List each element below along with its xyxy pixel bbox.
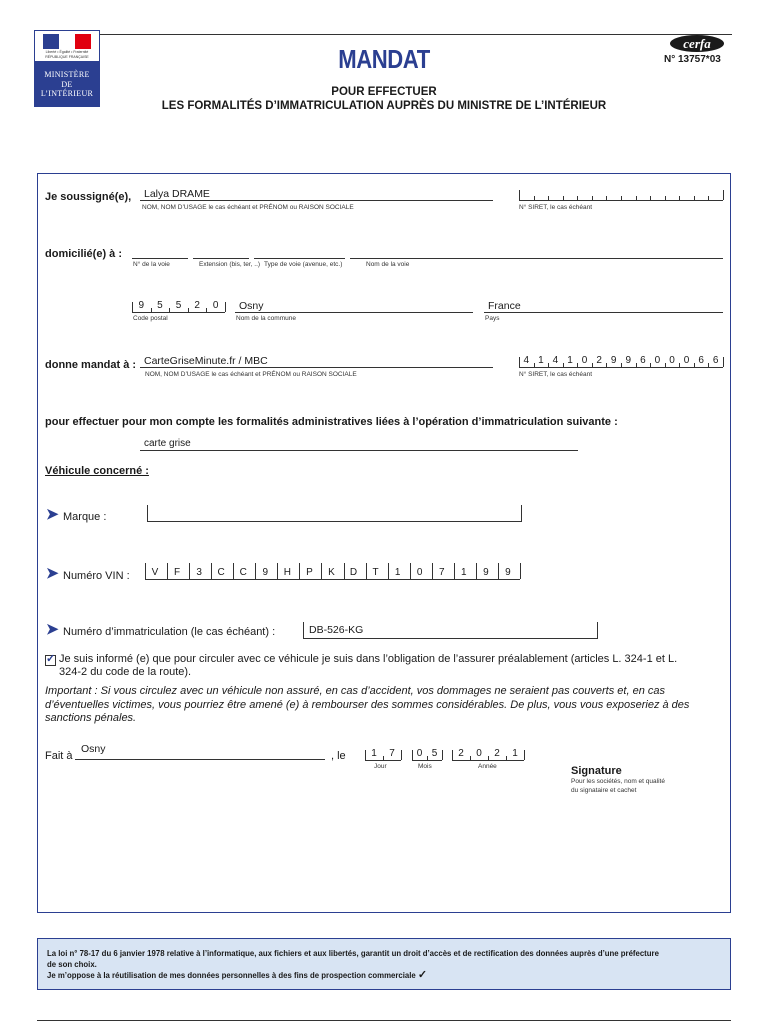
vin-char: T (372, 567, 379, 578)
cap-commune: Nom de la commune (236, 315, 296, 322)
field-tick (621, 196, 622, 200)
signature-note-2: du signataire et cachet (571, 787, 637, 794)
soussigne-label: Je soussigné(e), (45, 191, 132, 203)
pays-value: France (488, 300, 521, 312)
signature-label: Signature (571, 765, 622, 777)
subtitle-2: LES FORMALITÉS D’IMMATRICULATION AUPRÈS DU MINISTRE DE L’INTÉRIEUR (161, 100, 607, 112)
soussigne-name-caption: NOM, NOM D’USAGE le cas échéant et PRÉNOM ou RAISON SOCIALE (142, 204, 354, 211)
vin-char: 9 (483, 567, 489, 578)
cap-street-number: N° de la voie (133, 261, 170, 268)
field-char: 0 (683, 355, 690, 366)
field-char: 6 (712, 355, 719, 366)
notice-text (47, 948, 719, 981)
vin-tick (454, 563, 455, 579)
day-field[interactable] (365, 750, 401, 761)
pays-field[interactable] (484, 300, 723, 313)
important-text (45, 685, 730, 726)
ministry-name: MINISTÈRE DE L’INTÉRIEUR (40, 70, 94, 99)
footer-rule (37, 1020, 731, 1021)
soussigne-name-value: Lalya DRAME (144, 188, 210, 200)
field-tick (169, 308, 170, 312)
domicile-label: domicilié(e) à : (45, 248, 123, 260)
header-rule (100, 34, 732, 35)
vehicule-heading: Véhicule concerné : (45, 465, 149, 477)
field-tick (383, 756, 384, 760)
marque-field[interactable] (147, 505, 522, 522)
field-char: 5 (175, 300, 182, 311)
field-tick (206, 308, 207, 312)
field-char: 7 (389, 748, 395, 759)
assurance-line-1: Je suis informé (e) que pour circuler avec ce véhicule je suis dans l’obligation de l’assurer préalablement (articles L. 324-1 et L. (59, 653, 678, 665)
immat-value: DB-526-KG (309, 624, 364, 636)
cap-annee: Année (478, 763, 497, 770)
field-char: 0 (476, 748, 482, 759)
vin-char: F (173, 567, 181, 578)
cap-pays: Pays (485, 315, 500, 322)
important-line-1: Important : Si vous circulez avec un véhicule non assuré, en cas d’accident, vos dommages ne seraient pas couverts et, en cas (45, 685, 665, 697)
field-char: 2 (494, 748, 500, 759)
vin-tick (520, 563, 521, 579)
fait-value: Osny (81, 743, 106, 755)
field-char: 4 (552, 355, 559, 366)
field-char: 2 (596, 355, 602, 366)
cap-street-type: Type de voie (avenue, etc.) (264, 261, 343, 268)
mandataire-siret-field[interactable] (519, 357, 723, 368)
vin-field[interactable] (145, 563, 520, 580)
vin-char: K (328, 567, 335, 578)
vin-char: C (239, 567, 247, 578)
field-tick (365, 750, 366, 760)
street-extension-field[interactable] (193, 246, 249, 259)
cerfa-number: N° 13757*03 (664, 54, 721, 65)
vin-char: D (349, 567, 358, 578)
vin-char: 3 (196, 567, 202, 578)
check-icon: ✓ (46, 653, 56, 665)
mandat-label: donne mandat à : (45, 359, 137, 371)
subtitle-1: POUR EFFECTUER (331, 86, 437, 98)
field-char: 9 (610, 355, 617, 366)
chevron-right-icon: ➤ (46, 621, 59, 638)
notice-optout (47, 970, 719, 981)
important-line-2: d’éventuelles victimes, vous pourriez être amené (e) à rembourser des sommes considérables. De plus, vous vous exposeriez à des (45, 698, 690, 711)
operation-label: pour effectuer pour mon compte les formalités administratives liées à l’opération d’immatriculation suivante : (45, 416, 618, 428)
cnil-notice (37, 938, 731, 990)
vin-char: C (217, 567, 225, 578)
field-tick (534, 196, 535, 200)
vin-char: 9 (505, 567, 511, 578)
field-tick (470, 756, 471, 760)
optout-check-icon[interactable]: ✓ (417, 969, 428, 981)
vin-tick (432, 563, 433, 579)
marque-label: Marque : (63, 511, 107, 523)
field-tick (401, 750, 402, 760)
vin-tick (366, 563, 367, 579)
vin-char: P (306, 567, 313, 578)
mandataire-name-value: CarteGriseMinute.fr / MBC (144, 355, 268, 367)
vin-label: Numéro VIN : (63, 570, 130, 582)
field-char: 6 (698, 355, 704, 366)
assurance-text (59, 652, 724, 666)
vin-char: 0 (416, 567, 423, 578)
vin-tick (189, 563, 190, 579)
field-char: 0 (669, 355, 675, 366)
field-char: 0 (581, 355, 588, 366)
immat-field[interactable] (303, 622, 598, 639)
immat-label: Numéro d’immatriculation (le cas échéant) : (63, 626, 276, 638)
cap-postal: Code postal (133, 315, 168, 322)
cap-street-extension: Extension (bis, ter, ..) (199, 261, 261, 268)
field-tick (519, 190, 520, 200)
important-line-3: sanctions pénales. (45, 712, 137, 724)
vin-char: 1 (394, 567, 401, 578)
mandataire-siret-caption: N° SIRET, le cas échéant (519, 371, 593, 378)
cap-mois: Mois (418, 763, 432, 770)
soussigne-siret-caption: N° SIRET, le cas échéant (519, 204, 593, 211)
assurance-line-2: 324-2 du code de la route). (59, 666, 192, 678)
form-box (37, 173, 731, 913)
field-char: 6 (640, 355, 646, 366)
vin-tick (321, 563, 322, 579)
cap-jour: Jour (374, 763, 387, 770)
year-field[interactable] (452, 750, 524, 761)
field-tick (650, 196, 651, 200)
fait-label: Fait à (45, 750, 73, 762)
field-tick (665, 196, 666, 200)
form-title: MANDAT (338, 44, 430, 74)
street-number-field[interactable] (132, 246, 188, 259)
vin-char: H (283, 567, 291, 578)
field-tick (225, 302, 226, 312)
field-char: 5 (157, 300, 163, 311)
signature-note-1: Pour les sociétés, nom et qualité (571, 778, 665, 785)
commune-field[interactable] (235, 300, 473, 313)
vin-char: 1 (461, 567, 467, 578)
field-tick (488, 756, 489, 760)
field-tick (188, 308, 189, 312)
operation-field[interactable] (140, 438, 578, 451)
field-char: 9 (625, 355, 632, 366)
vin-tick (388, 563, 389, 579)
field-tick (679, 196, 680, 200)
mandataire-name-field[interactable] (140, 355, 493, 368)
vin-char: 7 (438, 567, 445, 578)
le-label: , le (331, 750, 346, 762)
assurance-checkbox[interactable] (45, 655, 56, 666)
vin-tick (233, 563, 234, 579)
vin-tick (476, 563, 477, 579)
street-type-field[interactable] (254, 246, 345, 259)
notice-line-3: Je m’oppose à la réutilisation de mes données personnelles à des fins de prospection commerciale (47, 971, 416, 980)
commune-value: Osny (239, 300, 264, 312)
field-char: 4 (523, 355, 530, 366)
soussigne-siret-field[interactable] (519, 190, 723, 201)
notice-line-2: de son choix. (47, 960, 97, 969)
notice-line-1: La loi n° 78-17 du 6 janvier 1978 relative à l’informatique, aux fichiers et aux libertés, garantit un droit d’accès et de rectification des données auprès d’une préfecture (47, 949, 659, 958)
field-char: 1 (512, 748, 518, 759)
field-char: 5 (431, 748, 438, 759)
field-char: 2 (458, 748, 464, 759)
vin-char: 9 (262, 567, 269, 578)
field-tick (694, 196, 695, 200)
vin-tick (167, 563, 168, 579)
field-tick (723, 190, 724, 200)
field-tick (606, 196, 607, 200)
field-tick (636, 196, 637, 200)
fait-field[interactable] (75, 743, 325, 760)
field-char: 0 (654, 355, 661, 366)
field-char: 9 (138, 300, 145, 311)
chevron-right-icon: ➤ (46, 506, 59, 523)
field-tick (506, 756, 507, 760)
field-tick (151, 308, 152, 312)
vin-tick (145, 563, 146, 579)
vin-tick (255, 563, 256, 579)
vin-char: V (151, 567, 159, 578)
field-tick (563, 196, 564, 200)
signature-note (571, 777, 665, 795)
soussigne-name-field[interactable] (140, 188, 493, 201)
field-tick (452, 750, 453, 760)
field-char: 1 (371, 748, 377, 759)
field-tick (723, 357, 724, 367)
street-name-field[interactable] (350, 246, 723, 259)
logo-motto: Liberté • Égalité • Fraternité RÉPUBLIQUE FRANÇAISE (45, 50, 89, 59)
field-tick (548, 196, 549, 200)
vin-tick (277, 563, 278, 579)
vin-tick (344, 563, 345, 579)
month-field[interactable] (412, 750, 442, 761)
field-tick (577, 196, 578, 200)
field-tick (524, 750, 525, 760)
cap-street-name: Nom de la voie (366, 261, 410, 268)
field-tick (708, 196, 709, 200)
vin-tick (211, 563, 212, 579)
field-tick (132, 302, 133, 312)
field-tick (592, 196, 593, 200)
field-char: 1 (538, 355, 544, 366)
field-char: 0 (212, 300, 219, 311)
vin-tick (498, 563, 499, 579)
operation-value: carte grise (144, 438, 191, 449)
vin-tick (299, 563, 300, 579)
field-char: 2 (194, 300, 200, 311)
cerfa-logo: cerfa (670, 35, 724, 52)
postal-code-field[interactable] (132, 302, 225, 313)
field-char: 1 (567, 355, 573, 366)
field-tick (442, 750, 443, 760)
vin-tick (410, 563, 411, 579)
chevron-right-icon: ➤ (46, 565, 59, 582)
mandataire-name-caption: NOM, NOM D’USAGE le cas échéant et PRÉNOM ou RAISON SOCIALE (145, 371, 357, 378)
field-char: 0 (416, 748, 423, 759)
